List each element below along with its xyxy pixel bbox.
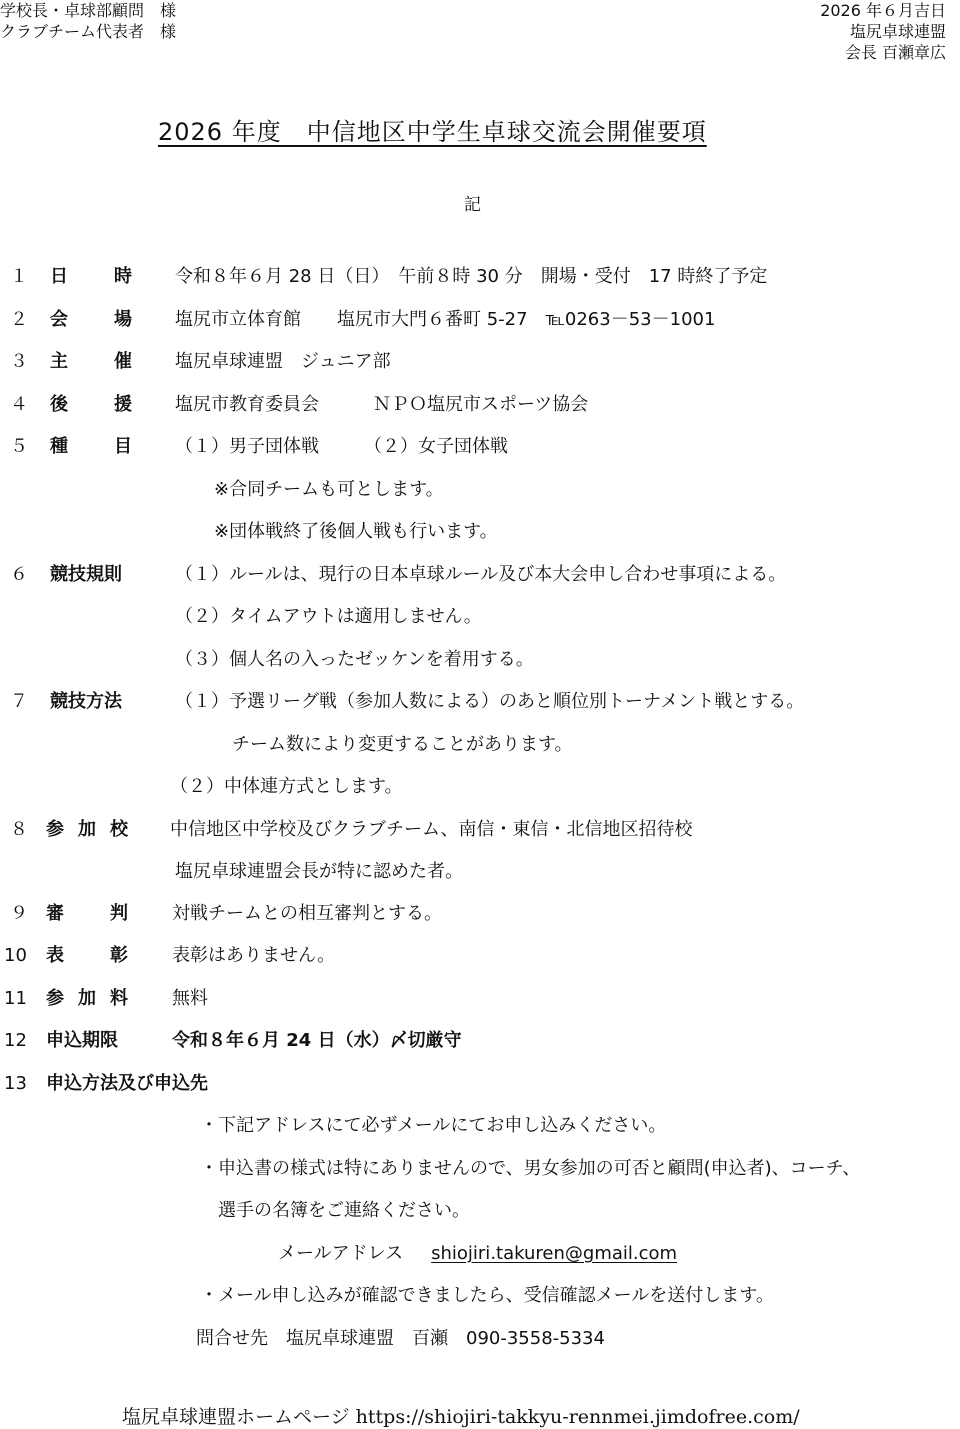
- item-content: 対戦チームとの相互審判とする。: [172, 903, 442, 924]
- item-6-rule-3: （３）個人名の入ったゼッケンを着用する。: [175, 649, 534, 670]
- item-label: 種 目: [50, 436, 132, 457]
- item-label: 申込期限: [46, 1030, 118, 1051]
- item-row-4: [0, 390, 960, 420]
- addressee-line-1: 学校長・卓球部顧問 様: [0, 1, 177, 20]
- item-row-11: [0, 984, 960, 1014]
- item-label: 後 援: [50, 394, 132, 415]
- item-content: （１）予選リーグ戦（参加人数による）のあと順位別トーナメント戦とする。: [175, 691, 805, 712]
- item-number: 13: [4, 1073, 27, 1094]
- item-row-2: [0, 305, 960, 335]
- item-5-note-1: ※合同チームも可とします。: [214, 479, 444, 500]
- item-label: 競技方法: [50, 691, 122, 712]
- item-row-9: [0, 899, 960, 929]
- item-row-5: [0, 432, 960, 462]
- item-content: 塩尻市立体育館 塩尻市大門６番町 5-27 ℡0263－53－1001: [175, 309, 716, 330]
- item-number: ４: [10, 394, 28, 415]
- item-7-method-2: （２）中体連方式とします。: [170, 776, 403, 797]
- item-label: 参 加 料: [46, 988, 128, 1009]
- email-row: [278, 1239, 677, 1269]
- item-13-bullet-2a: ・申込書の様式は特にありませんので、男女参加の可否と顧問(申込者)、コーチ、: [200, 1158, 861, 1179]
- item-row-6: [0, 560, 960, 590]
- item-content: （１）男子団体戦 （２）女子団体戦: [175, 436, 508, 457]
- homepage-footer-link[interactable]: 塩尻卓球連盟ホームページ https://shiojiri-takkyu-rennmei.jimdofree.com/: [122, 1406, 800, 1428]
- item-label: 表 彰: [46, 945, 128, 966]
- item-number: ３: [10, 351, 28, 372]
- item-label: 競技規則: [50, 564, 122, 585]
- document-date: 2026 年６月吉日: [820, 1, 946, 20]
- item-label: 申込方法及び申込先: [46, 1073, 208, 1094]
- item-5-note-2: ※団体戦終了後個人戦も行います。: [214, 521, 498, 542]
- item-label: 主 催: [50, 351, 132, 372]
- item-7-note: チーム数により変更することがあります。: [232, 734, 573, 755]
- ki-heading: 記: [464, 195, 481, 215]
- item-number: 12: [4, 1030, 27, 1051]
- item-label: 会 場: [50, 309, 132, 330]
- email-label: メールアドレス: [278, 1243, 404, 1264]
- item-label: 審 判: [46, 903, 128, 924]
- item-number: 10: [4, 945, 27, 966]
- item-row-13: [0, 1069, 960, 1099]
- item-content: 表彰はありません。: [172, 945, 336, 966]
- item-number: ９: [10, 903, 28, 924]
- item-number: ５: [10, 436, 28, 457]
- document-title: 2026 年度 中信地区中学生卓球交流会開催要項: [158, 118, 707, 146]
- item-label: 参 加 校: [46, 819, 128, 840]
- item-content: 令和８年６月 24 日（水）〆切厳守: [172, 1030, 462, 1051]
- item-number: ８: [10, 819, 28, 840]
- item-content: 令和８年６月 28 日（日） 午前８時 30 分 開場・受付 17 時終了予定: [175, 266, 768, 287]
- item-number: ６: [10, 564, 28, 585]
- item-row-7: [0, 687, 960, 717]
- item-number: 11: [4, 988, 27, 1009]
- item-row-1: [0, 262, 960, 292]
- item-content: 塩尻卓球連盟 ジュニア部: [175, 351, 391, 372]
- item-label: 日 時: [50, 266, 132, 287]
- item-row-3: [0, 347, 960, 377]
- item-number: １: [10, 266, 28, 287]
- item-13-bullet-1: ・下記アドレスにて必ずメールにてお申し込みください。: [200, 1115, 667, 1136]
- item-6-rule-2: （２）タイムアウトは適用しません。: [175, 606, 482, 627]
- email-address-link[interactable]: shiojiri.takuren@gmail.com: [431, 1243, 678, 1264]
- item-number: ２: [10, 309, 28, 330]
- item-content: （１）ルールは、現行の日本卓球ルール及び本大会申し合わせ事項による。: [175, 564, 787, 585]
- item-content: 塩尻市教育委員会 ＮＰＯ塩尻市スポーツ協会: [175, 394, 589, 415]
- sender-organization: 塩尻卓球連盟: [849, 22, 946, 41]
- item-row-12: [0, 1026, 960, 1056]
- contact-line: 問合せ先 塩尻卓球連盟 百瀬 090-3558-5334: [196, 1328, 605, 1349]
- item-13-bullet-3: ・メール申し込みが確認できましたら、受信確認メールを送付します。: [200, 1285, 774, 1306]
- item-8-note: 塩尻卓球連盟会長が特に認めた者。: [175, 861, 463, 882]
- item-number: ７: [10, 691, 28, 712]
- item-13-bullet-2b: 選手の名簿をご連絡ください。: [218, 1200, 470, 1221]
- sender-name: 会長 百瀬章広: [844, 43, 946, 62]
- item-row-10: [0, 941, 960, 971]
- item-content: 無料: [172, 988, 208, 1009]
- item-content: 中信地区中学校及びクラブチーム、南信・東信・北信地区招待校: [170, 819, 693, 840]
- item-row-8: [0, 815, 960, 845]
- addressee-line-2: クラブチーム代表者 様: [0, 22, 177, 41]
